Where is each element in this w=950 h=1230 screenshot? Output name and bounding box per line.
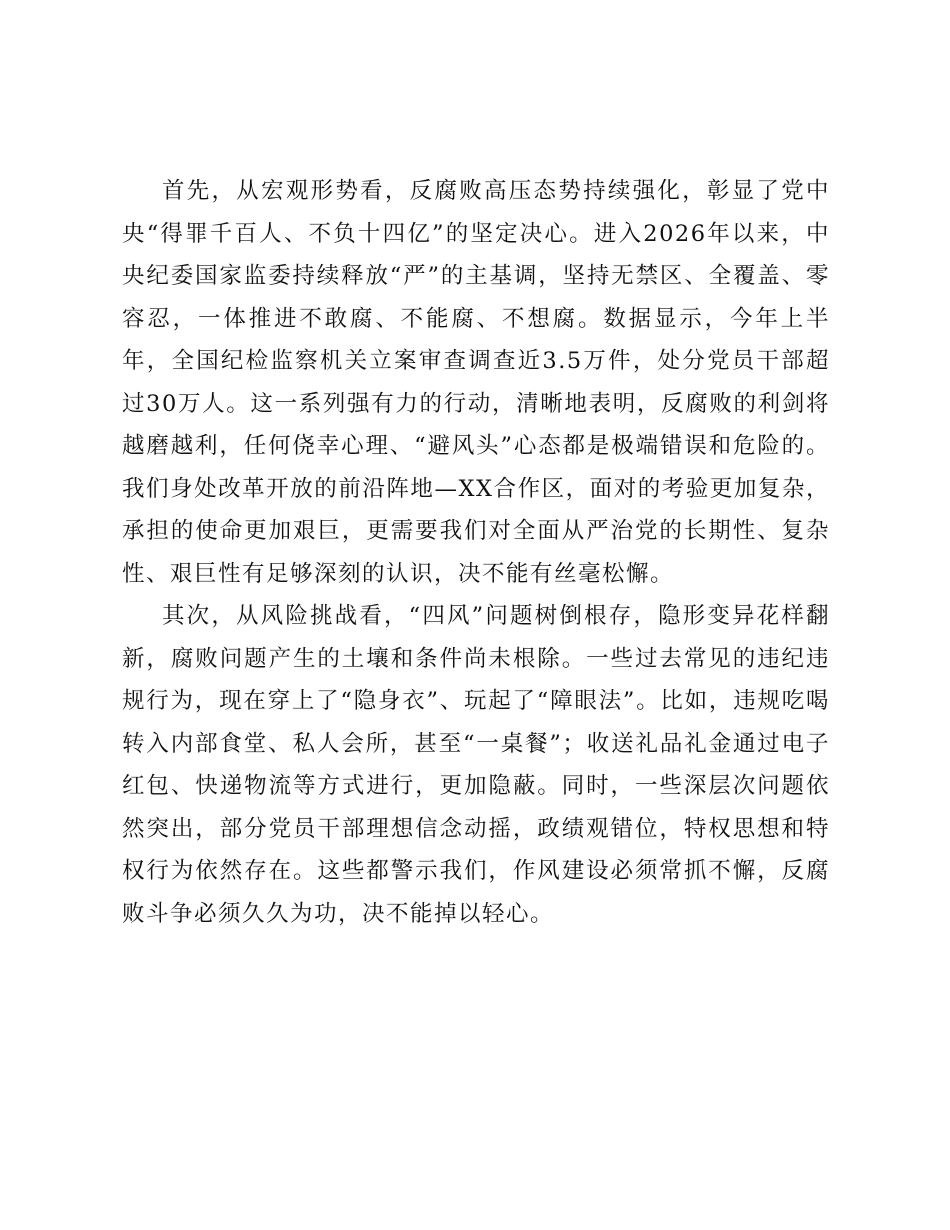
paragraph-risk-challenges: 其次，从风险挑战看，“四风”问题树倒根存，隐形变异花样翻新，腐败问题产生的土壤和条件尚未根除。一些过去常见的违纪违规行为，现在穿上了“隐身衣”、玩起了“障眼法”。比如，违规吃喝转入内部食堂、私人会所，甚至“一桌餐”；收送礼品礼金通过电子红包、快递物流等方式进行，更加隐蔽。同时，一些深层次问题依然突出，部分党员干部理想信念动摇，政绩观错位，特权思想和特权行为依然存在。这些都警示我们，作风建设必须常抓不懈，反腐败斗争必须久久为功，决不能掉以轻心。 — [122, 603, 830, 927]
document-body — [122, 170, 830, 935]
paragraph-macro-situation: 首先，从宏观形势看，反腐败高压态势持续强化，彰显了党中央“得罪千百人、不负十四亿”的坚定决心。进入2026年以来，中央纪委国家监委持续释放“严”的主基调，坚持无禁区、全覆盖、零容忍，一体推进不敢腐、不能腐、不想腐。数据显示，今年上半年，全国纪检监察机关立案审查调查近3.5万件，处分党员干部超过30万人。这一系列强有力的行动，清晰地表明，反腐败的利剑将越磨越利，任何侥幸心理、“避风头”心态都是极端错误和危险的。我们身处改革开放的前沿阵地—XX合作区，面对的考验更加复杂，承担的使命更加艰巨，更需要我们对全面从严治党的长期性、复杂性、艰巨性有足够深刻的认识，决不能有丝毫松懈。 — [122, 178, 830, 587]
